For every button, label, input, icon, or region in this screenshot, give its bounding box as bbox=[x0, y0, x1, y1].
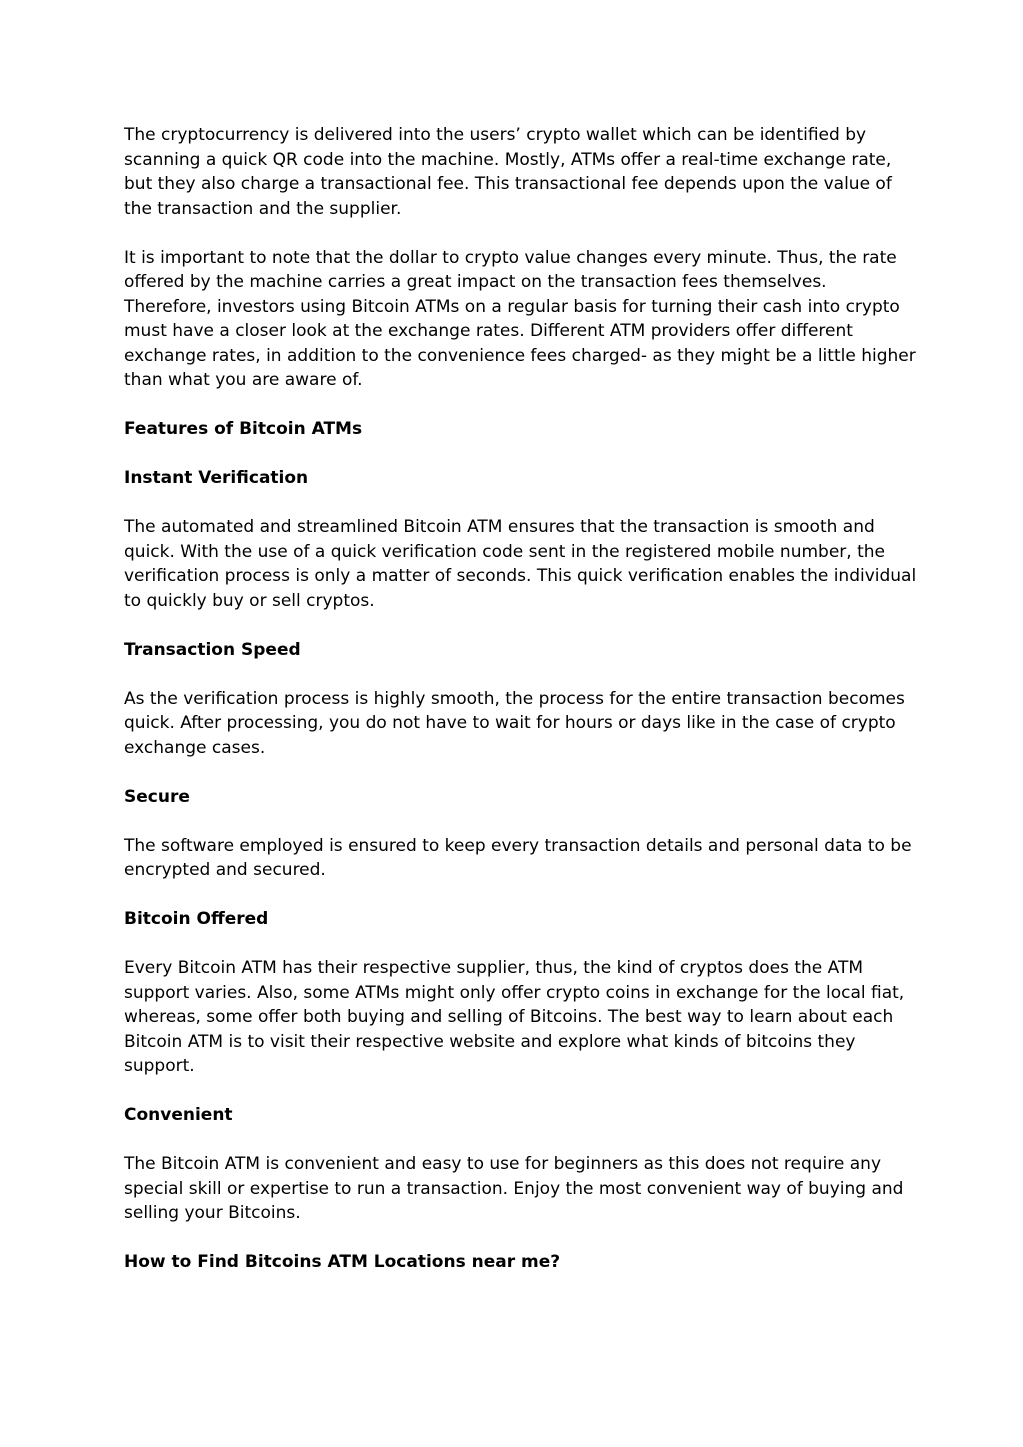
heading-bitcoin-offered bbox=[124, 907, 904, 932]
heading-secure bbox=[124, 785, 904, 810]
text-line: to quickly buy or sell cryptos. bbox=[124, 590, 375, 611]
paragraph-transaction-speed bbox=[124, 687, 904, 761]
text-line: support. bbox=[124, 1056, 195, 1076]
text-line: scanning a quick QR code into the machine. Mostly, ATMs offer a real-time exchange rate, bbox=[124, 149, 892, 170]
paragraph-secure bbox=[124, 834, 912, 883]
text-line: Bitcoin ATM is to visit their respective website and explore what kinds of bitcoins they bbox=[124, 1031, 856, 1052]
text-line: but they also charge a transactional fee. This transactional fee depends upon the value of bbox=[124, 174, 892, 194]
document-body bbox=[124, 123, 917, 1299]
heading-text: Convenient bbox=[124, 1105, 233, 1125]
text-line: It is important to note that the dollar to crypto value changes every minute. Thus, the rate bbox=[124, 247, 897, 268]
text-line: than what you are aware of. bbox=[124, 370, 363, 390]
text-line: As the verification process is highly smooth, the process for the entire transaction becomes bbox=[124, 688, 905, 709]
paragraph-delivery bbox=[124, 123, 904, 221]
heading-find-locations bbox=[124, 1250, 904, 1275]
text-line: encrypted and secured. bbox=[124, 860, 326, 880]
text-line: offered by the machine carries a great impact on the transaction fees themselves. bbox=[124, 272, 827, 292]
heading-text: Instant Verification bbox=[124, 468, 309, 488]
text-line: The Bitcoin ATM is convenient and easy to use for beginners as this does not require any bbox=[124, 1154, 882, 1174]
text-line: selling your Bitcoins. bbox=[124, 1203, 301, 1223]
text-line: whereas, some offer both buying and selling of Bitcoins. The best way to learn about each bbox=[124, 1007, 894, 1027]
text-line: Therefore, investors using Bitcoin ATMs on a regular basis for turning their cash into crypto bbox=[124, 296, 900, 317]
text-line: exchange rates, in addition to the convenience fees charged- as they might be a little higher bbox=[124, 345, 916, 366]
heading-features bbox=[124, 417, 904, 442]
heading-text: Secure bbox=[124, 786, 190, 807]
text-line: The automated and streamlined Bitcoin ATM ensures that the transaction is smooth and bbox=[124, 517, 875, 537]
text-line: The software employed is ensured to keep every transaction details and personal data to be bbox=[124, 835, 912, 856]
text-line: must have a closer look at the exchange rates. Different ATM providers offer different bbox=[124, 321, 853, 341]
text-line: support varies. Also, some ATMs might only offer crypto coins in exchange for the local fiat, bbox=[124, 982, 905, 1003]
heading-transaction-speed bbox=[124, 638, 904, 663]
heading-instant-verification bbox=[124, 466, 904, 491]
text-line: special skill or expertise to run a transaction. Enjoy the most convenient way of buying and bbox=[124, 1178, 904, 1199]
text-line: verification process is only a matter of seconds. This quick verification enables the individual bbox=[124, 566, 917, 586]
paragraph-convenient bbox=[124, 1152, 904, 1226]
text-line: quick. After processing, you do not have to wait for hours or days like in the case of crypto bbox=[124, 713, 896, 733]
paragraph-exchange-rates bbox=[124, 246, 916, 393]
paragraph-instant-verification bbox=[124, 515, 917, 613]
text-line: exchange cases. bbox=[124, 737, 266, 758]
heading-text: How to Find Bitcoins ATM Locations near me? bbox=[124, 1252, 561, 1272]
heading-text: Bitcoin Offered bbox=[124, 909, 269, 929]
heading-convenient bbox=[124, 1103, 904, 1128]
paragraph-bitcoin-offered bbox=[124, 956, 904, 1079]
heading-text: Transaction Speed bbox=[124, 639, 301, 660]
text-line: quick. With the use of a quick verification code sent in the registered mobile number, the bbox=[124, 541, 885, 562]
text-line: The cryptocurrency is delivered into the users’ crypto wallet which can be identified by bbox=[124, 125, 867, 145]
text-line: the transaction and the supplier. bbox=[124, 198, 402, 219]
text-line: Every Bitcoin ATM has their respective supplier, thus, the kind of cryptos does the ATM bbox=[124, 958, 864, 978]
heading-text: Features of Bitcoin ATMs bbox=[124, 419, 363, 439]
